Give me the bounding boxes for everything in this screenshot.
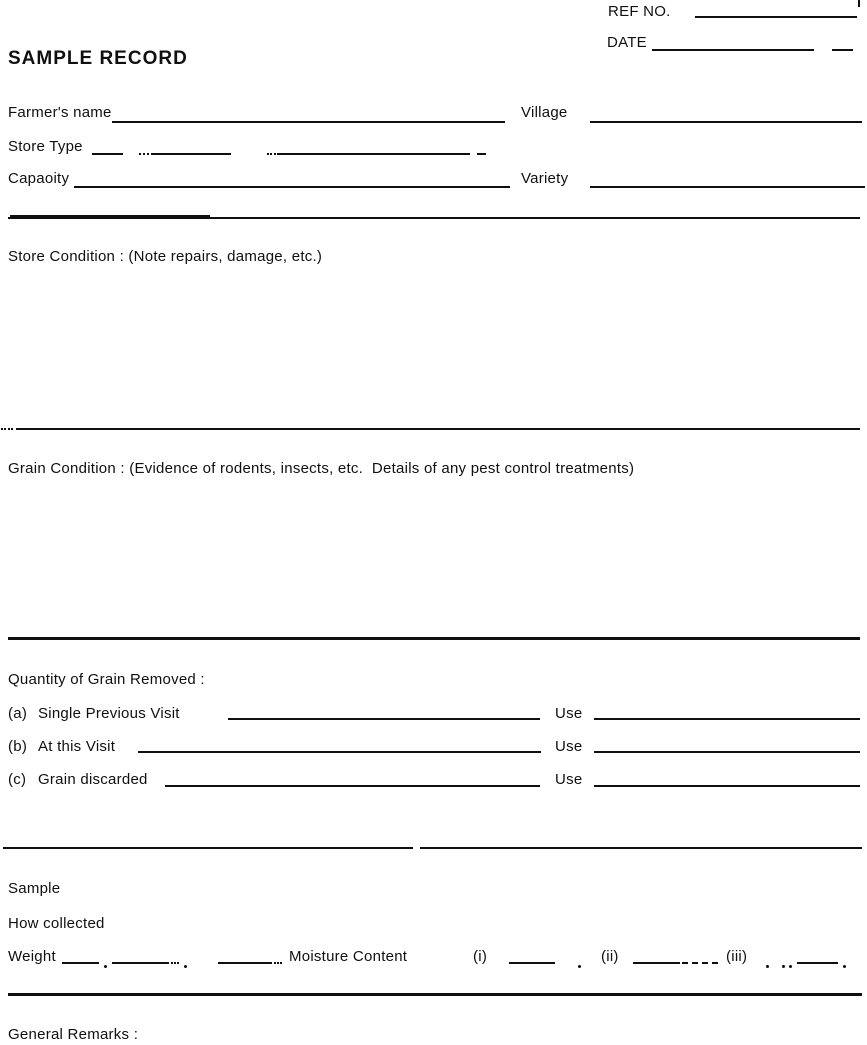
quantity-row-field[interactable] (165, 785, 540, 787)
quantity-heading: Quantity of Grain Removed : (8, 671, 205, 688)
moisture-iii-label: (iii) (726, 948, 748, 965)
use-label: Use (555, 738, 583, 755)
use-label: Use (555, 705, 583, 722)
use-label: Use (555, 771, 583, 788)
quantity-row-field[interactable] (138, 751, 541, 753)
dot-mark (184, 965, 187, 968)
store-type-field[interactable] (92, 153, 123, 155)
date-field-tail[interactable] (832, 49, 853, 51)
farmers-name-label: Farmer's name (8, 104, 112, 121)
weight-field-1[interactable] (62, 962, 99, 964)
how-collected-label: How collected (8, 915, 105, 932)
store-type-field[interactable] (477, 153, 486, 155)
moisture-ii-label: (ii) (601, 948, 619, 965)
weight-field-3[interactable] (218, 962, 272, 964)
dot-mark (789, 965, 792, 968)
store-type-field[interactable] (267, 153, 279, 155)
village-label: Village (521, 104, 568, 121)
moisture-content-label: Moisture Content (289, 948, 408, 965)
section-divider (420, 847, 862, 849)
store-condition-area[interactable] (8, 275, 860, 420)
capacity-label: Capaoity (8, 170, 70, 187)
quantity-row-field[interactable] (228, 718, 540, 720)
quantity-row-label: Grain discarded (38, 771, 148, 788)
quantity-row-index: (c) (8, 771, 27, 788)
section-divider (8, 217, 860, 219)
date-field[interactable] (652, 49, 814, 51)
use-field[interactable] (594, 718, 860, 720)
moisture-ii-field[interactable] (633, 962, 680, 964)
moisture-ii-field-tail (682, 962, 718, 964)
use-field[interactable] (594, 751, 860, 753)
section-divider (10, 215, 210, 217)
store-condition-heading: Store Condition : (Note repairs, damage, etc.) (8, 248, 323, 265)
ref-no-label: REF NO. (608, 3, 671, 20)
variety-field[interactable] (590, 186, 865, 188)
weight-field-3-tail (274, 962, 282, 964)
capacity-field[interactable] (74, 186, 510, 188)
weight-label: Weight (8, 948, 56, 965)
ref-no-field[interactable] (695, 16, 857, 18)
store-type-label: Store Type (8, 138, 83, 155)
quantity-row-label: At this Visit (38, 738, 116, 755)
dot-mark (578, 965, 581, 968)
grain-condition-heading: Grain Condition : (Evidence of rodents, insects, etc. Details of any pest control treatments) (8, 460, 635, 477)
weight-field-2-tail (171, 962, 179, 964)
page-title: SAMPLE RECORD (8, 48, 188, 69)
dot-mark (782, 965, 785, 968)
variety-label: Variety (521, 170, 569, 187)
store-type-field[interactable] (139, 153, 153, 155)
section-divider (8, 637, 860, 640)
dot-mark (104, 965, 107, 968)
date-label: DATE (607, 34, 647, 51)
moisture-i-label: (i) (473, 948, 488, 965)
section-divider (3, 847, 413, 849)
scan-mark (858, 0, 860, 7)
quantity-row-index: (b) (8, 738, 28, 755)
grain-condition-area[interactable] (8, 490, 860, 630)
dot-mark (843, 965, 846, 968)
dot-mark (766, 965, 769, 968)
weight-field-2[interactable] (112, 962, 169, 964)
use-field[interactable] (594, 785, 860, 787)
village-field[interactable] (590, 121, 862, 123)
general-remarks-heading: General Remarks : (8, 1026, 139, 1043)
store-type-field[interactable] (279, 153, 470, 155)
farmers-name-field[interactable] (112, 121, 505, 123)
section-divider (1, 428, 13, 430)
store-type-field[interactable] (153, 153, 231, 155)
quantity-row-index: (a) (8, 705, 28, 722)
section-divider (16, 428, 860, 430)
section-divider (8, 993, 862, 996)
quantity-row-label: Single Previous Visit (38, 705, 180, 722)
moisture-i-field[interactable] (509, 962, 555, 964)
sample-heading: Sample (8, 880, 61, 897)
moisture-iii-field[interactable] (797, 962, 838, 964)
